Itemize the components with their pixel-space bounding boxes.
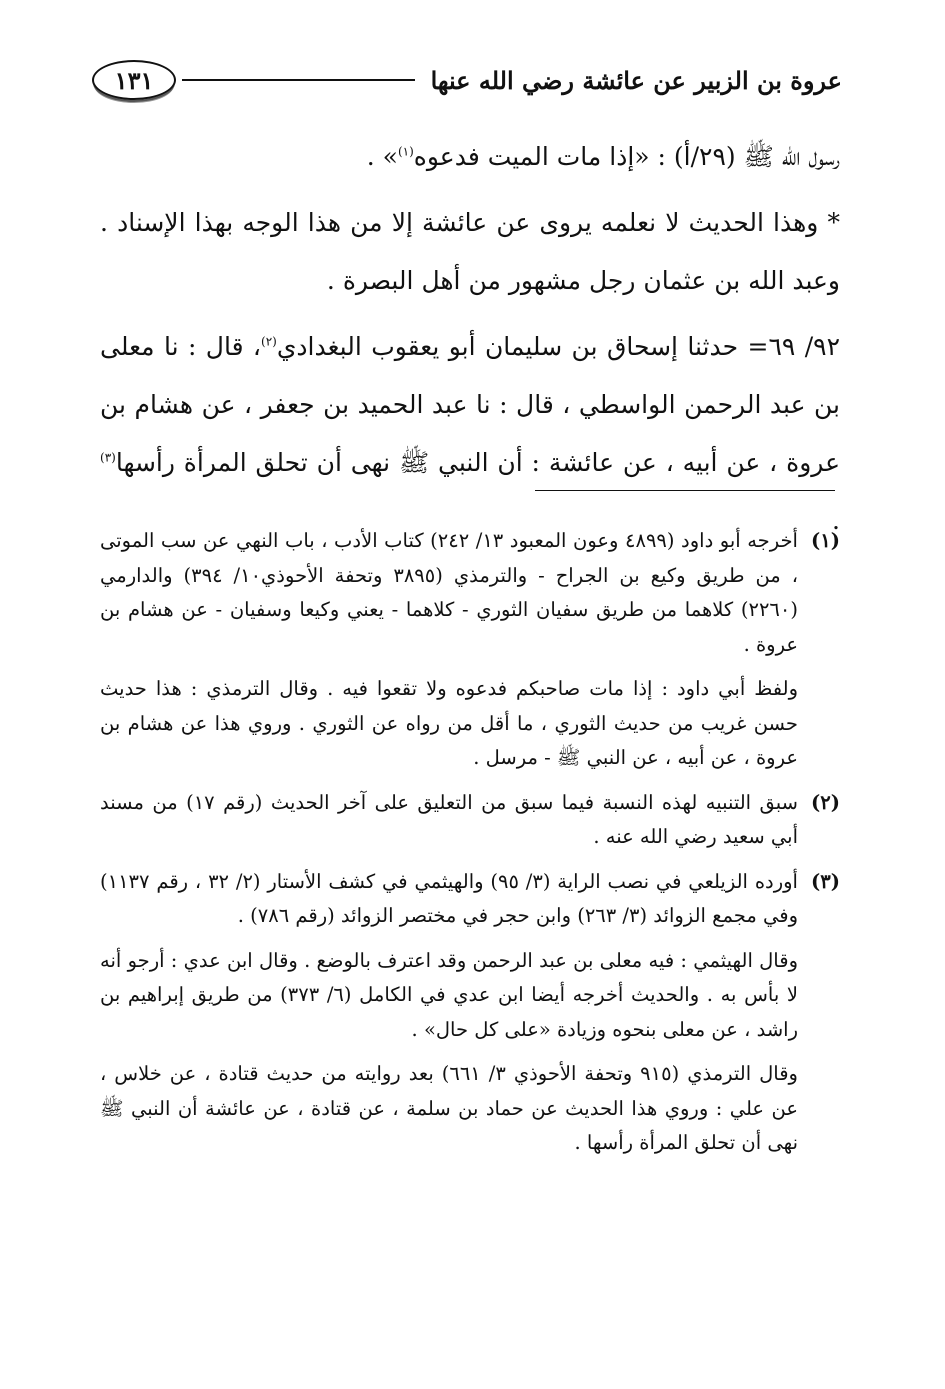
footnote-3-text: أورده الزيلعي في نصب الراية (٣/ ٩٥) والهيثمي في كشف الأستار (٢/ ٣٢ ، رقم ١١٣٧) وفي مجمع الزوائد (٣/ ٢٦٣) وابن حجر في مختصر الزوائد (رقم ٧٨٦) .	[100, 869, 798, 927]
footnote-ref-3: (٣)	[100, 450, 116, 465]
footnote-3-number: (٣)	[811, 869, 840, 893]
footnote-2-number: (٢)	[811, 790, 840, 814]
footnote-1	[100, 524, 840, 662]
main-line-1-end: » .	[366, 142, 398, 171]
footnote-3-continuation-2: وقال الترمذي (٩١٥ وتحفة الأحوذي ٣/ ٦٦١) بعد روايته من حديث قتادة ، عن خلاس ، عن علي : وروي هذا الحديث عن حماد بن سلمة ، عن قتادة ، عن عائشة أن النبي ﷺ نهى أن تحلق المرأة رأسها .	[100, 1062, 798, 1154]
para3-mid: ، قال : نا معلى بن عبد الرحمن الواسطي ، قال : نا عبد الحميد بن جعفر ، عن هشام بن عروة ، عن أبيه ، عن عائشة : أن النبي ﷺ نهى أن تحلق المرأة رأسها	[100, 332, 840, 477]
main-paragraph-2: * وهذا الحديث لا نعلمه يروى عن عائشة إلا من هذا الوجه بهذا الإسناد . وعبد الله بن عثمان رجل مشهور من أهل البصرة .	[100, 208, 840, 295]
footnote-1-number: (١)	[811, 529, 840, 552]
footnote-2	[100, 786, 840, 855]
main-line-1	[100, 128, 840, 186]
footnote-3-continuation: وقال الهيثمي : فيه معلى بن عبد الرحمن وقد اعترف بالوضع . وقال ابن عدي : أرجو أنه لا بأس به . والحديث أخرجه أيضا ابن عدي في الكامل (٦/ ٣٧٣) من طريق إبراهيم بن راشد ، عن معلى بنحوه وزيادة «على كل حال» .	[100, 948, 798, 1041]
page-number-badge	[92, 60, 176, 100]
page-number: ١٣١	[114, 65, 154, 95]
header-rule	[182, 79, 415, 81]
para3-start: ٩٢/ ٦٩= حدثنا إسحاق بن سليمان أبو يعقوب البغدادي	[276, 332, 841, 361]
footnote-ref-1: (١)	[397, 144, 414, 159]
footnote-1-text: أخرجه أبو داود (٤٨٩٩ وعون المعبود ١٣/ ٢٤٢) كتاب الأدب ، باب النهي عن سب الموتى ، من طريق وكيع بن الجراح - والترمذي (٣٨٩٥ وتحفة الأحوذي١٠/ ٣٩٤) والدارمي (٢٢٦٠) كلاهما من طريق سفيان الثوري - كلاهما - يعني وكيعا وسفيان - عن هشام بن عروة .	[100, 529, 798, 656]
main-text	[100, 128, 840, 550]
para3-end: .	[832, 506, 840, 535]
footnote-separator	[535, 490, 835, 491]
footnote-3	[100, 865, 840, 934]
main-line-1-text: رسول الله ﷺ (٢٩/أ) : «إذا مات الميت فدعوه	[413, 142, 840, 171]
footnote-2-text: سبق التنبيه لهذه النسبة فيما سبق من التعليق على آخر الحديث (رقم ١٧) من مسند أبي سعيد رضي الله عنه .	[100, 790, 798, 848]
main-paragraph-3	[100, 318, 840, 550]
running-title: عروة بن الزبير عن عائشة رضي الله عنها	[430, 65, 842, 95]
footnote-ref-2: (٢)	[261, 334, 277, 349]
page-header	[92, 58, 842, 102]
footnotes	[100, 524, 840, 1171]
footnote-1-continuation: ولفظ أبي داود : إذا مات صاحبكم فدعوه ولا تقعوا فيه . وقال الترمذي : هذا حديث حسن غريب من حديث الثوري ، ما أقل من رواه عن الثوري . وروي هذا عن هشام بن عروة ، عن أبيه ، عن النبي ﷺ - مرسل .	[100, 677, 798, 769]
